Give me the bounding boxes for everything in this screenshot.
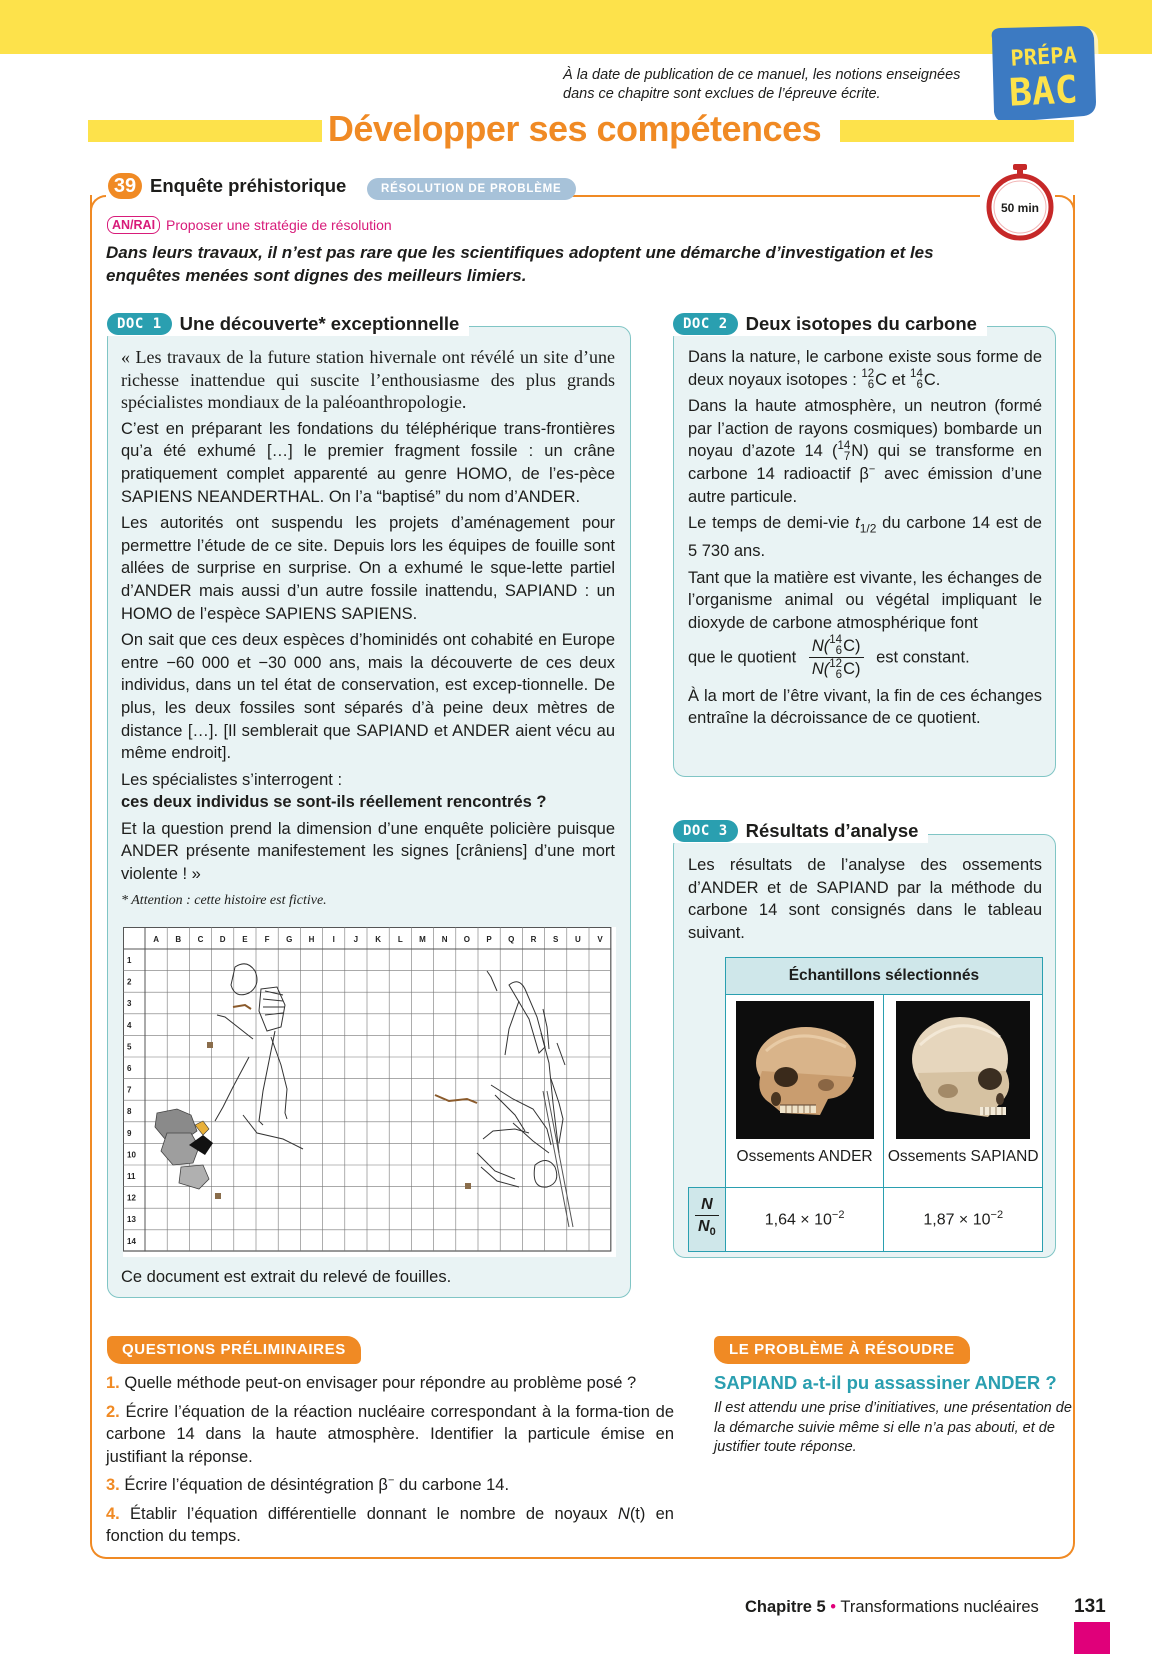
doc3-title: Résultats d’analyse <box>745 820 919 841</box>
prepa-text: PRÉPA <box>1009 43 1078 72</box>
doc1-caption: Ce document est extrait du relevé de fouilles. <box>121 1268 452 1286</box>
atomic-number: 7 <box>843 451 851 464</box>
grid-col-label: N <box>441 935 448 944</box>
mass-number: 14 <box>837 440 851 453</box>
question-number: 4. <box>106 1504 120 1523</box>
grid-col-label: R <box>530 935 537 944</box>
question-text: Quelle méthode peut-on envisager pour répondre au problème posé ? <box>124 1374 637 1392</box>
question-text: Établir l’équation différentielle donnant le nombre de noyaux <box>130 1504 608 1523</box>
isotope-c14 <box>910 369 923 391</box>
doc3-header <box>673 819 928 843</box>
title-bar-left <box>88 120 322 142</box>
doc1-paragraph: Les spécialistes s’interrogent : <box>121 770 343 789</box>
doc2-text-span: et <box>891 370 906 389</box>
grid-row-label: 10 <box>127 1150 136 1160</box>
value-sapiand <box>884 1188 1043 1252</box>
timer-text: 50 min <box>1000 201 1040 215</box>
grid-row-label: 9 <box>127 1128 132 1138</box>
atomic-number: 6 <box>835 668 843 681</box>
grid-col-label: C <box>197 935 204 944</box>
stopwatch-icon <box>985 162 1055 242</box>
grid-col-label: A <box>153 935 159 944</box>
value-ander <box>725 1188 884 1252</box>
doc2-header <box>673 312 987 336</box>
questions-heading: QUESTIONS PRÉLIMINAIRES <box>107 1336 361 1364</box>
grid-col-label: G <box>286 935 293 944</box>
doc1-paragraph: C’est en préparant les fondations du téléphérique trans-frontières qu’a été exhumé […] le premier fragment fossile : un crâne pratiquement complet apparenté au genre HOMO, de l’es-pèce SAPIENS NEANDERTHAL. On l’a “baptisé” du nom d’ANDER. <box>121 419 615 506</box>
doc1-header <box>107 312 469 336</box>
grid-col-label: F <box>264 935 270 944</box>
doc2-text-span: ) qui se transforme en carbone 14 radioactif β <box>688 442 1042 484</box>
grid-col-label: P <box>486 935 492 944</box>
doc1-paragraph: Les autorités ont suspendu les projets d’aménagement pour permettre l’étude de ce site. Depuis lors les équipes de fouille sont allées de surprise en surprise. On a exhumé le sque-lette partiel d’ANDER mais aussi d’un autre fossile inattendu, SAPIAND : un HOMO de l’espèce SAPIENS SAPIENS. <box>121 514 615 623</box>
ratio-den-sub: 0 <box>709 1226 716 1239</box>
value-mantissa: 1,64 × 10 <box>764 1211 832 1229</box>
skull-ander-image <box>736 1001 874 1139</box>
doc2-text-span: Dans la nature, le carbone existe sous forme de deux noyaux isotopes : <box>688 348 1042 389</box>
mass-number: 14 <box>910 368 923 381</box>
value-exponent: −2 <box>990 1209 1004 1222</box>
problem-question: SAPIAND a-t-il pu assassiner ANDER ? <box>714 1372 1057 1393</box>
grid-row-label: 5 <box>127 1042 132 1052</box>
doc2-title: Deux isotopes du carbone <box>745 313 977 334</box>
grid-col-label: Q <box>508 935 515 944</box>
question-item <box>106 1372 674 1395</box>
disclaimer-text: À la date de publication de ce manuel, les notions enseignées dans ce chapitre sont exclues de l’épreuve écrite. <box>563 67 961 102</box>
grid-col-label: M <box>419 935 426 944</box>
doc1-paragraph: Et la question prend la dimension d’une enquête policière puisque ANDER présente manifestement les signes [crâniens] d’une mort violente ! » <box>121 819 615 884</box>
doc2-quotient-line <box>688 635 1042 681</box>
ratio-den-symbol: N <box>698 1218 710 1236</box>
grid-col-label: V <box>597 935 603 944</box>
artifact-shape <box>207 1042 213 1048</box>
ratio-numerator: N <box>695 1195 719 1216</box>
grid-row-label: 8 <box>127 1107 132 1117</box>
skill-label: Proposer une stratégie de résolution <box>166 217 392 233</box>
doc1-key-question: ces deux individus se sont-ils réellement rencontrés ? <box>121 793 547 812</box>
table-row <box>689 1188 1043 1252</box>
question-number: 3. <box>106 1476 120 1494</box>
element-symbol: N <box>851 442 864 461</box>
quotient-denominator <box>809 658 864 681</box>
half-life-symbol: t <box>855 514 860 533</box>
mass-number: 12 <box>829 657 843 670</box>
doc2-paragraph: À la mort de l’être vivant, la fin de ces échanges entraîne la décroissance de ce quotient. <box>688 686 1042 728</box>
skill-code: AN/RAI <box>107 216 160 234</box>
doc1-label: DOC 1 <box>107 313 172 335</box>
doc1-paragraph: On sait que ces deux espèces d’hominidés ont cohabité en Europe entre −60 000 et −30 000 ans, mais la découverte de ces deux individus, dans un tel état de conservation, est excep-tionnelle. De plus, les deux fossiles sont séparés d’à peine deux mètres de distance […]. [Il semblerait que SAPIAND et ANDER aient vécu au même endroit]. <box>121 631 615 763</box>
question-item <box>106 1401 674 1469</box>
skull-sapiand-image <box>896 1001 1030 1139</box>
atomic-number: 6 <box>867 379 875 392</box>
sample-sapiand-cell <box>884 995 1043 1188</box>
doc2-text-span: Le temps de demi-vie <box>688 514 850 533</box>
exercise-tag: RÉSOLUTION DE PROBLÈME <box>367 178 576 200</box>
sample-ander-cell <box>725 995 884 1188</box>
beta-minus-sup: − <box>868 463 876 476</box>
question-text: Écrire l’équation de désintégration β <box>124 1476 388 1494</box>
excavation-grid <box>123 927 616 1257</box>
title-bar-right <box>840 120 1074 142</box>
grid-row-label: 14 <box>127 1236 136 1246</box>
grid-col-label: K <box>375 935 381 944</box>
ratio-denominator <box>689 1216 725 1243</box>
doc2-paragraph: Tant que la matière est vivante, les échanges de l’organisme animal ou végétal impliquant le dioxyde de carbone atmosphérique font <box>688 568 1042 632</box>
grid-row-label: 2 <box>127 977 132 987</box>
question-number: 1. <box>106 1374 120 1392</box>
chapter-topic: Transformations nucléaires <box>840 1598 1039 1616</box>
problem-heading: LE PROBLÈME À RÉSOUDRE <box>714 1336 970 1364</box>
atomic-number: 6 <box>916 379 923 392</box>
grid-row-label: 11 <box>127 1172 136 1181</box>
doc2-paragraph <box>688 395 1042 508</box>
doc2-text-span: Dans la haute atmosphère, un neutron (formé par l’action de rayons cosmiques) bombarde un noyau d’azote 14 ( <box>688 397 1042 461</box>
atomic-number: 6 <box>835 645 843 658</box>
exercise-intro: Dans leurs travaux, il n’est pas rare que les scientifiques adoptent une démarche d’investigation et les enquêtes menées sont dignes des meilleurs limiers. <box>106 243 934 285</box>
page-title: Développer ses compétences <box>327 108 822 149</box>
prepa-bac-badge <box>988 26 1106 126</box>
doc1-note: * Attention : cette histoire est fictive. <box>121 892 327 908</box>
excavation-map <box>123 927 616 1257</box>
grid-row-label: 12 <box>127 1193 136 1203</box>
table-row <box>689 995 1043 1188</box>
exercise-title: Enquête préhistorique <box>150 175 347 196</box>
grid-row-label: 3 <box>127 999 132 1009</box>
grid-row-label: 6 <box>127 1064 132 1073</box>
artifact-shape <box>465 1183 471 1189</box>
page-tab <box>1074 1622 1110 1654</box>
grid-col-label: B <box>175 935 182 944</box>
frac-close: C) <box>843 636 861 655</box>
doc3-label: DOC 3 <box>673 820 738 842</box>
isotope-c14 <box>829 635 842 657</box>
mass-number: 12 <box>861 368 875 381</box>
n-arg: (t) <box>629 1504 646 1523</box>
bac-text: BAC <box>1007 67 1079 115</box>
table-row <box>689 958 1043 995</box>
doc2-text-span: est constant. <box>876 648 970 667</box>
element-symbol: C <box>875 370 888 389</box>
doc2-text-span: avec émission d’une autre particule. <box>688 465 1043 506</box>
grid-row-label: 7 <box>127 1085 132 1095</box>
doc3-text: Les résultats de l’analyse des ossements d’ANDER et de SAPIAND par la méthode du carbone 14 sont consignés dans le tableau suivant. <box>688 856 1042 942</box>
grid-col-label: S <box>553 935 559 944</box>
doc2-text <box>688 346 1042 734</box>
page-number: 131 <box>1074 1596 1106 1617</box>
chapter-label: Chapitre 5 <box>745 1598 826 1616</box>
doc1-title: Une découverte* exceptionnelle <box>179 313 460 334</box>
isotope-c12 <box>829 659 842 681</box>
ratio-header <box>689 1188 726 1252</box>
frac-n: N( <box>811 660 830 679</box>
table-header: Échantillons sélectionnés <box>725 958 1042 995</box>
n-symbol: N <box>617 1504 630 1523</box>
question-text: du carbone 14. <box>398 1476 510 1494</box>
element-symbol: C <box>923 370 936 389</box>
beta-minus-sup: − <box>387 1474 395 1487</box>
quotient-fraction <box>809 635 864 681</box>
question-text: Écrire l’équation de la réaction nucléaire correspondant à la forma-tion de carbone 14 dans la haute atmosphère. Identifier la particule émise en justifiant la réponse. <box>106 1402 674 1466</box>
grid-col-label: O <box>463 935 471 944</box>
artifact-shape <box>215 1193 221 1199</box>
doc1-text <box>121 346 615 916</box>
exercise-number: 39 <box>108 173 142 199</box>
grid-col-label: E <box>242 935 248 944</box>
footer-bullet: • <box>830 1598 837 1616</box>
frac-n: N( <box>811 636 830 655</box>
questions-list <box>106 1372 674 1554</box>
doc2-paragraph <box>688 512 1042 562</box>
half-life-sub: 1/2 <box>859 521 877 536</box>
grid-col-label: H <box>308 935 315 944</box>
question-text: en fonction du temps. <box>106 1504 674 1545</box>
table-empty-cell <box>689 995 726 1188</box>
sample-ander-label: Ossements ANDER <box>736 1148 873 1165</box>
question-item <box>106 1503 674 1548</box>
doc2-label: DOC 2 <box>673 313 738 335</box>
results-table <box>688 957 1043 1252</box>
question-number: 2. <box>106 1402 120 1421</box>
top-yellow-band <box>0 0 1152 54</box>
sample-sapiand-label: Ossements SAPIAND <box>887 1148 1039 1165</box>
value-exponent: −2 <box>831 1209 845 1222</box>
grid-row-label: 4 <box>127 1020 132 1030</box>
isotope-c12 <box>861 369 874 391</box>
doc2-text-span: du carbone 14 est de 5 730 ans. <box>688 514 1042 561</box>
grid-col-label: L <box>397 935 403 944</box>
mass-number: 14 <box>829 634 843 647</box>
quotient-numerator <box>809 635 864 659</box>
grid-row-label: 13 <box>127 1215 136 1225</box>
table-empty-cell <box>689 958 726 995</box>
footer-chapter <box>745 1598 1039 1617</box>
value-mantissa: 1,87 × 10 <box>923 1211 991 1229</box>
question-item <box>106 1474 674 1497</box>
grid-row-label: 1 <box>127 956 132 965</box>
doc1-paragraph: « Les travaux de la future station hivernale ont révélé un site d’une richesse inattendue qui suscite l’enthousiasme des plus grands spécialistes mondiaux de la paléoanthropologie. <box>121 347 615 413</box>
grid-col-label: D <box>219 935 226 944</box>
doc2-paragraph: Dans la nature, le carbone existe sous forme de deux noyaux isotopes : 12 6C et 14 6C. <box>688 348 1042 392</box>
grid-col-label: I <box>332 935 335 944</box>
isotope-n14 <box>837 441 850 463</box>
grid-col-label: J <box>353 935 359 944</box>
doc2-text-span: que le quotient <box>688 648 797 667</box>
grid-col-label: U <box>575 935 581 944</box>
frame-top-line <box>550 195 980 197</box>
frac-close: C) <box>843 660 861 679</box>
problem-instructions: Il est attendu une prise d’initiatives, une présentation de la démarche suivie même si elle n’a pas abouti, et de justifier toute réponse. <box>714 1400 1072 1455</box>
